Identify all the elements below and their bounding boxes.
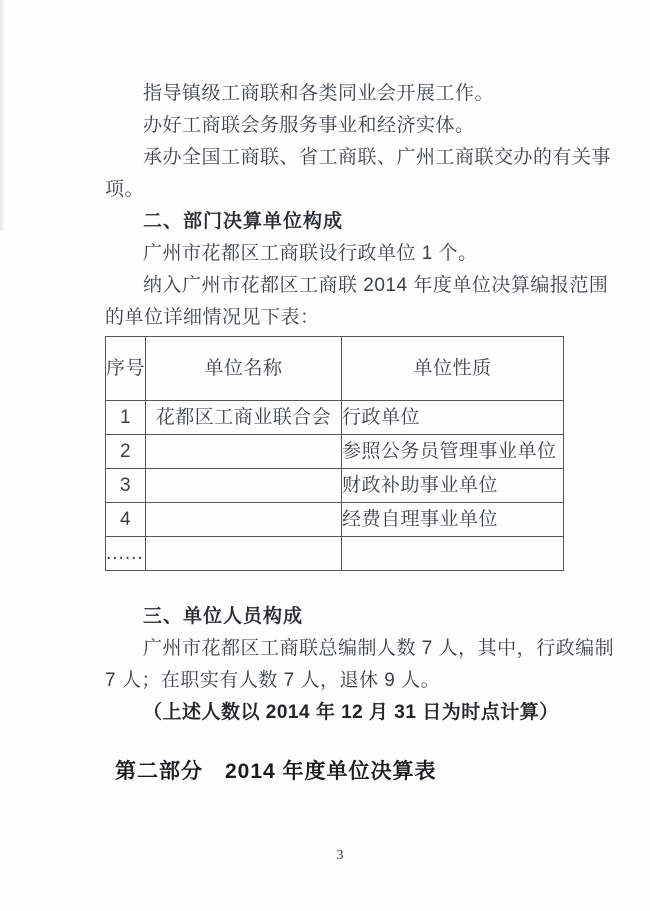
table-row: [106, 503, 564, 537]
intro-line: 指导镇级工商联和各类同业会开展工作。: [143, 83, 495, 104]
table-cell-type: 参照公务员管理事业单位: [342, 435, 564, 469]
section2-line: 广州市花都区工商联设行政单位 1 个。: [143, 243, 478, 264]
table-cell-seq: 3: [106, 469, 146, 503]
section3-heading: 三、单位人员构成: [143, 606, 304, 627]
table-cell-seq: 4: [106, 503, 146, 537]
part2-heading: 第二部分 2014 年度单位决算表: [115, 760, 437, 783]
table-cell-seq: 2: [106, 435, 146, 469]
table-cell-name: [146, 435, 342, 469]
table-row: [106, 401, 564, 435]
table-cell-type: 经费自理事业单位: [342, 503, 564, 537]
table-cell-name: 花都区工商业联合会: [146, 401, 342, 435]
table-cell-name: [146, 469, 342, 503]
table-cell-seq: 1: [106, 401, 146, 435]
units-table: [105, 336, 564, 571]
table-header-unit-type: 单位性质: [342, 337, 564, 401]
table-header-seq: 序号: [106, 337, 146, 401]
table-cell-type: [342, 537, 564, 571]
table-header-row: [106, 337, 564, 401]
table-row: [106, 435, 564, 469]
intro-line: 承办全国工商联、省工商联、广州工商联交办的有关事: [143, 147, 612, 168]
table-cell-type: 财政补助事业单位: [342, 469, 564, 503]
section2-heading: 二、部门决算单位构成: [143, 211, 344, 232]
table-row: [106, 537, 564, 571]
table-row: [106, 469, 564, 503]
page-number: 3: [336, 848, 344, 863]
intro-line: 办好工商联会务服务事业和经济实体。: [143, 115, 475, 136]
document-content: [105, 78, 615, 789]
section2-line: 纳入广州市花都区工商联 2014 年度单位决算编报范围: [143, 275, 609, 296]
scan-edge-artifact: [0, 0, 5, 230]
table-cell-name: [146, 503, 342, 537]
table-cell-seq: ......: [106, 537, 146, 571]
section3-line: 7 人；在职实有人数 7 人，退休 9 人。: [105, 670, 441, 691]
personnel-note: （上述人数以 2014 年 12 月 31 日为时点计算）: [143, 702, 559, 723]
table-header-unit-name: 单位名称: [146, 337, 342, 401]
section3-line: 广州市花都区工商联总编制人数 7 人，其中，行政编制: [143, 638, 615, 659]
table-cell-name: [146, 537, 342, 571]
section2-line: 的单位详细情况见下表：: [105, 307, 320, 328]
table-cell-type: 行政单位: [342, 401, 564, 435]
intro-line: 项。: [105, 179, 145, 200]
